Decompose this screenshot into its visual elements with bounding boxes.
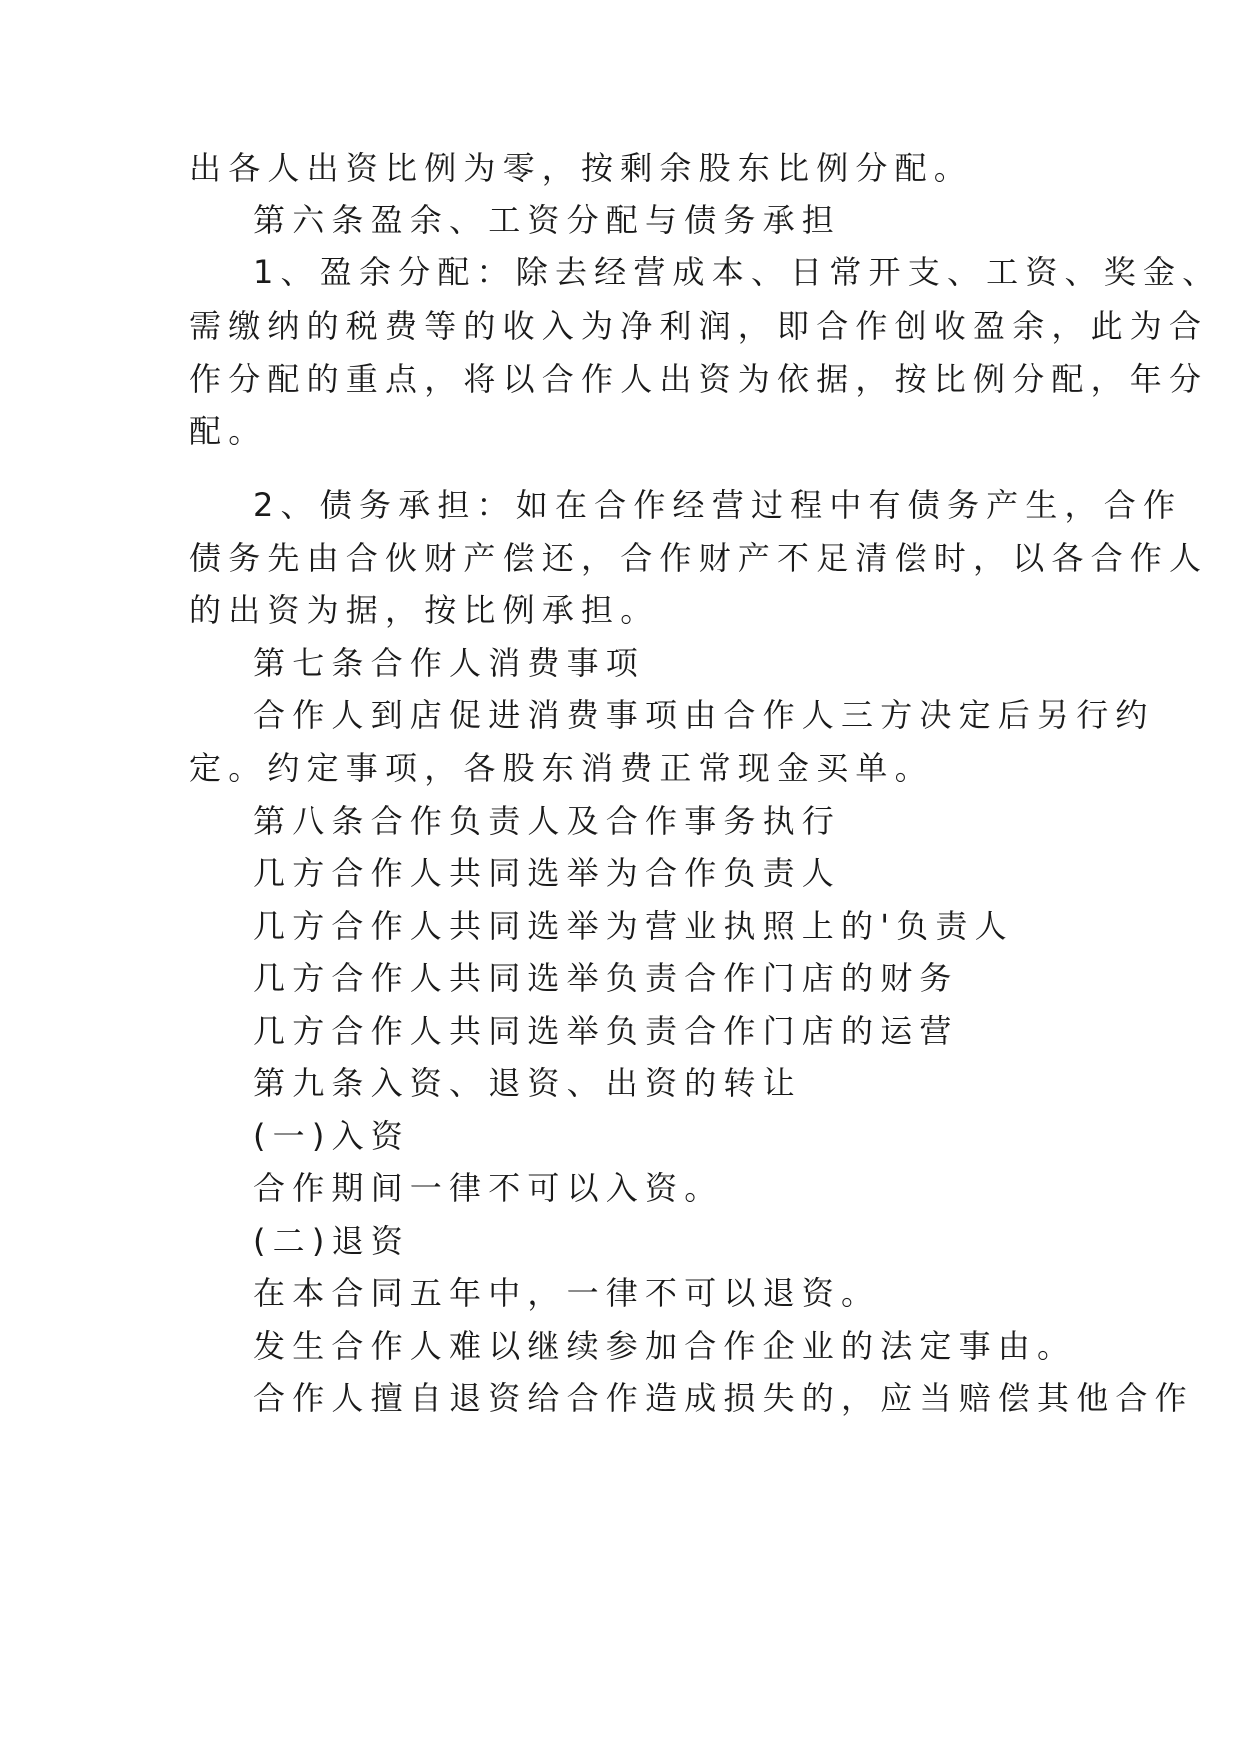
section-heading: 第七条合作人消费事项 xyxy=(253,644,646,682)
subsection-heading: (一)入资 xyxy=(253,1117,410,1155)
paragraph-line: 需缴纳的税费等的收入为净利润，即合作创收盈余，此为合 xyxy=(189,307,1209,345)
paragraph-line: 债务先由合伙财产偿还，合作财产不足清偿时，以各合作人 xyxy=(189,539,1209,577)
paragraph-line: 几方合作人共同选举为营业执照上的'负责人 xyxy=(253,907,1014,945)
paragraph-line: 几方合作人共同选举负责合作门店的财务 xyxy=(253,959,959,997)
paragraph-line: 合作期间一律不可以入资。 xyxy=(253,1169,724,1207)
section-heading: 第九条入资、退资、出资的转让 xyxy=(253,1064,802,1102)
paragraph-line: 2、债务承担：如在合作经营过程中有债务产生，合作 xyxy=(253,486,1183,524)
paragraph-line: 在本合同五年中，一律不可以退资。 xyxy=(253,1274,881,1312)
section-heading: 第八条合作负责人及合作事务执行 xyxy=(253,802,842,840)
paragraph-line: 1、盈余分配：除去经营成本、日常开支、工资、奖金、 xyxy=(253,253,1222,291)
subsection-heading: (二)退资 xyxy=(253,1222,410,1260)
paragraph-line: 配。 xyxy=(189,412,268,450)
paragraph-line: 几方合作人共同选举负责合作门店的运营 xyxy=(253,1012,959,1050)
paragraph-line: 合作人到店促进消费事项由合作人三方决定后另行约 xyxy=(253,696,1155,734)
paragraph-line: 的出资为据，按比例承担。 xyxy=(189,591,660,629)
paragraph-line: 定。约定事项，各股东消费正常现金买单。 xyxy=(189,749,934,787)
paragraph-line: 出各人出资比例为零，按剩余股东比例分配。 xyxy=(189,149,974,187)
paragraph-line: 作分配的重点，将以合作人出资为依据，按比例分配，年分 xyxy=(189,360,1209,398)
paragraph-line: 几方合作人共同选举为合作负责人 xyxy=(253,854,842,892)
paragraph-line: 合作人擅自退资给合作造成损失的，应当赔偿其他合作 xyxy=(253,1379,1194,1417)
section-heading: 第六条盈余、工资分配与债务承担 xyxy=(253,201,842,239)
paragraph-line: 发生合作人难以继续参加合作企业的法定事由。 xyxy=(253,1327,1077,1365)
